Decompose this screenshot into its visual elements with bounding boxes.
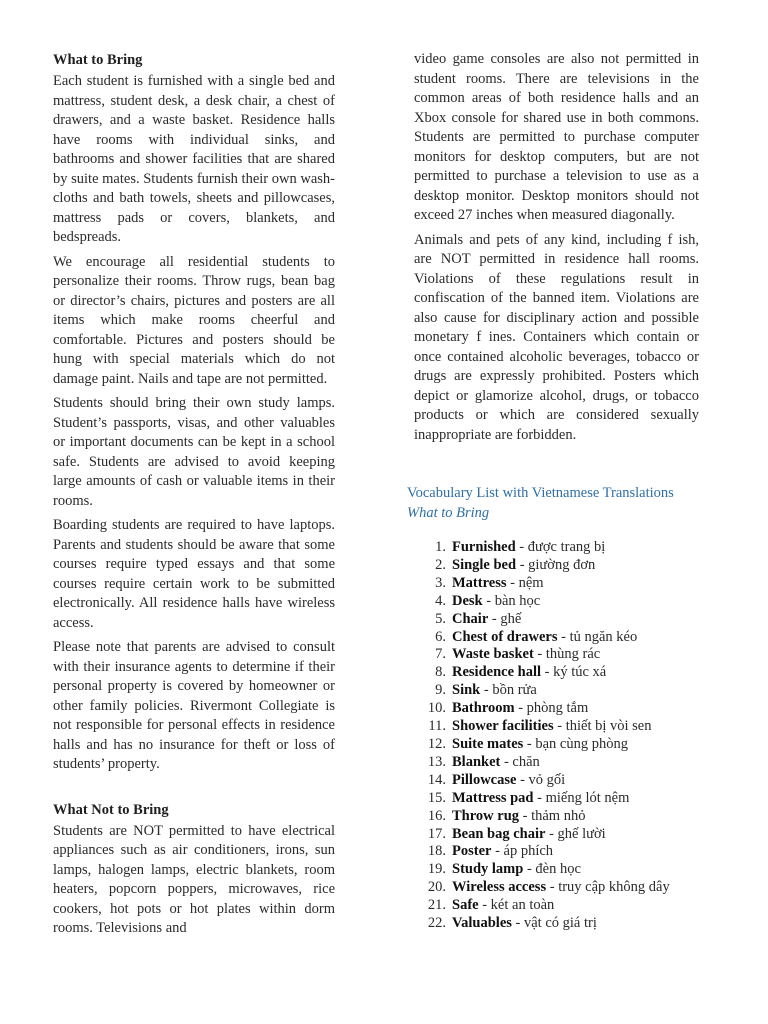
vocab-number: 8.: [435, 664, 446, 681]
vocab-term: Waste basket: [452, 646, 534, 663]
left-column: [53, 50, 335, 944]
vocab-item: [407, 718, 699, 736]
vocab-term: Mattress: [452, 574, 507, 591]
vocab-translation: - miếng lót nệm: [533, 789, 630, 806]
vocab-number: 19.: [427, 861, 446, 878]
vocab-number: 4.: [435, 592, 446, 609]
paragraph-animals: Animals and pets of any kind, including f ish, are NOT permitted in residence hall rooms. Violations of these regulations result in confiscation of the banned item. Violations are also cause for disciplinary action and possible monetary f ines. Containers which contain or once contained alcoholic beverages, tobacco or drugs are expressly prohibited. Posters which depict or glamorize alcohol, drugs, or tobacco products or which are considered sexually inappropriate are forbidden.: [414, 231, 699, 443]
vocab-entry: [452, 646, 600, 664]
vocab-number: 16.: [427, 807, 446, 824]
vocab-number: 11.: [428, 718, 446, 735]
vocab-number: 2.: [435, 556, 446, 573]
vocab-item: [407, 682, 699, 700]
vocab-translation: - bàn học: [482, 592, 541, 609]
vocab-number: 22.: [427, 915, 446, 932]
vocab-term: Bathroom: [452, 700, 515, 717]
vocab-term: Sink: [452, 682, 481, 699]
vocab-translation: - ký túc xá: [541, 664, 607, 681]
vocab-number: 9.: [435, 682, 446, 699]
vocab-translation: - nệm: [506, 574, 544, 591]
vocab-translation: - áp phích: [491, 843, 554, 860]
vocab-item: [407, 808, 699, 826]
vocab-term: Wireless access: [452, 879, 547, 896]
vocab-entry: [452, 700, 588, 718]
vocab-translation: - được trang bị: [515, 539, 606, 555]
vocab-item: [407, 664, 699, 682]
vocab-entry: [452, 575, 544, 593]
vocab-entry: [452, 682, 537, 700]
paragraph-personalize: We encourage all residential students to personalize their rooms. Throw rugs, bean bag or director’s chairs, pictures and posters are all items which make rooms cheerful and comfortable. Pictures and posters should be hung with special materials which do not damage paint. Nails and tape are not permitted.: [53, 253, 335, 387]
vocab-item: [407, 754, 699, 772]
what-not-to-bring-heading: What Not to Bring: [53, 801, 169, 818]
vocab-number: 3.: [435, 574, 446, 591]
paragraph-laptops: Boarding students are required to have laptops. Parents and students should be aware that some courses require typed essays and that some courses require certain work to be submitted electronically. All residence halls have wireless access.: [53, 517, 335, 631]
vocab-translation: - tủ ngăn kéo: [557, 628, 638, 645]
vocab-translation: - vỏ gối: [516, 771, 566, 788]
vocab-term: Single bed: [452, 556, 517, 573]
vocab-entry: [452, 772, 565, 790]
vocab-subtitle: What to Bring: [407, 505, 490, 521]
vocab-item: [407, 915, 699, 933]
vocab-entry: [452, 736, 628, 754]
vocab-item: [407, 593, 699, 611]
vocab-number: 17.: [427, 825, 446, 842]
vocab-entry: [452, 629, 637, 647]
vocab-term: Bean bag chair: [452, 825, 546, 842]
vocab-entry: [452, 539, 605, 557]
vocab-translation: - ghế lười: [545, 825, 606, 842]
vocab-list: [407, 539, 699, 933]
vocab-entry: [452, 843, 553, 861]
vocab-number: 6.: [435, 628, 446, 645]
paragraph-furnishings: Each student is furnished with a single bed and mattress, student desk, a desk chair, a chest of drawers, and a waste basket. Residence halls have rooms with individual sinks, and bathrooms and shower facilities that are shared by suite mates. Students furnish their own wash- cloths and bath towels, sheets and pillowcases, mattress pads or covers, blankets, and bedspreads.: [53, 73, 335, 245]
vocab-number: 21.: [427, 897, 446, 914]
vocab-entry: [452, 790, 629, 808]
vocab-item: [407, 879, 699, 897]
vocab-item: [407, 843, 699, 861]
right-column: [407, 50, 699, 933]
vocab-item: [407, 700, 699, 718]
vocab-term: Poster: [452, 843, 492, 860]
vocab-item: [407, 575, 699, 593]
vocab-translation: - chăn: [500, 753, 540, 770]
vocab-term: Furnished: [452, 539, 516, 555]
vocab-entry: [452, 826, 606, 844]
vocab-entry: [452, 915, 597, 933]
vocab-term: Chair: [452, 610, 489, 627]
vocab-term: Safe: [452, 897, 479, 914]
vocab-term: Mattress pad: [452, 789, 534, 806]
vocab-term: Shower facilities: [452, 718, 554, 735]
vocab-entry: [452, 664, 606, 682]
vocab-translation: - thiết bị vòi sen: [553, 718, 652, 735]
vocab-item: [407, 646, 699, 664]
vocab-term: Throw rug: [452, 807, 520, 824]
vocab-item: [407, 790, 699, 808]
vocab-item: [407, 629, 699, 647]
vocab-number: 12.: [427, 735, 446, 752]
vocab-entry: [452, 593, 540, 611]
vocab-term: Desk: [452, 592, 483, 609]
vocab-entry: [452, 557, 595, 575]
paragraph-insurance: Please note that parents are advised to consult with their insurance agents to determine if their personal property is covered by homeowner or other family policies. Rivermont Collegiate is not responsible for personal effects in residence halls and has no insurance for theft or loss of students’ property.: [53, 639, 335, 772]
vocab-number: 20.: [427, 879, 446, 896]
vocab-item: [407, 897, 699, 915]
paragraph-appliances: Students are NOT permitted to have electrical appliances such as air conditioners, irons, sun lamps, halogen lamps, electric blankets, room heaters, popcorn poppers, microwaves, rice cookers, hot pots or hot plates within dorm rooms. Televisions and: [53, 822, 335, 936]
paragraph-study-lamps: Students should bring their own study lamps. Student’s passports, visas, and other valuables or important documents can be kept in a school safe. Students are advised to avoid keeping large amounts of cash or valuable items in their rooms.: [53, 395, 335, 509]
vocab-entry: [452, 879, 670, 897]
vocab-number: 13.: [427, 753, 446, 770]
vocab-translation: - bạn cùng phòng: [523, 735, 628, 752]
what-to-bring-heading: What to Bring: [53, 52, 143, 68]
vocab-entry: [452, 897, 554, 915]
vocab-translation: - truy cập không dây: [546, 879, 670, 896]
vocab-term: Blanket: [452, 753, 501, 770]
vocab-translation: - thùng rác: [533, 646, 601, 663]
vocab-item: [407, 736, 699, 754]
vocab-translation: - giường đơn: [516, 556, 596, 573]
vocab-entry: [452, 808, 585, 826]
vocab-item: [407, 611, 699, 629]
vocab-translation: - két an toàn: [478, 897, 555, 914]
vocab-term: Valuables: [452, 915, 512, 932]
vocab-title: Vocabulary List with Vietnamese Translations: [407, 485, 674, 501]
vocab-number: 15.: [427, 789, 446, 806]
vocab-number: 14.: [427, 771, 446, 788]
vocab-translation: - phòng tắm: [514, 700, 589, 717]
vocab-number: 10.: [427, 700, 446, 717]
paragraph-video-games: video game consoles are also not permitted in student rooms. There are televisions in the common areas of both residence halls and an Xbox console for shared use in both commons. Students are permitted to purchase computer monitors for desktop computers, but are not permitted to purchase a television to use as a desktop monitor. Desktop monitors should not exceed 27 inches when measured diagonally.: [414, 51, 699, 223]
vocab-item: [407, 861, 699, 879]
vocab-term: Suite mates: [452, 735, 524, 752]
vocab-translation: - ghế: [488, 610, 522, 627]
vocab-entry: [452, 611, 521, 629]
vocab-term: Chest of drawers: [452, 628, 558, 645]
vocab-term: Study lamp: [452, 861, 524, 878]
vocab-entry: [452, 754, 540, 772]
vocab-item: [407, 826, 699, 844]
vocab-translation: - thảm nhỏ: [519, 807, 586, 824]
vocab-translation: - đèn học: [523, 861, 581, 878]
vocab-number: 5.: [435, 610, 446, 627]
vocab-number: 7.: [435, 646, 446, 663]
vocab-entry: [452, 718, 652, 736]
vocab-translation: - vật có giá trị: [511, 915, 597, 932]
vocab-item: [407, 772, 699, 790]
vocab-number: 1.: [435, 539, 446, 555]
vocab-translation: - bồn rửa: [480, 682, 537, 699]
vocab-term: Residence hall: [452, 664, 542, 681]
vocab-item: [407, 557, 699, 575]
vocab-entry: [452, 861, 581, 879]
vocab-term: Pillowcase: [452, 771, 517, 788]
vocab-item: [407, 539, 699, 557]
vocab-number: 18.: [427, 843, 446, 860]
